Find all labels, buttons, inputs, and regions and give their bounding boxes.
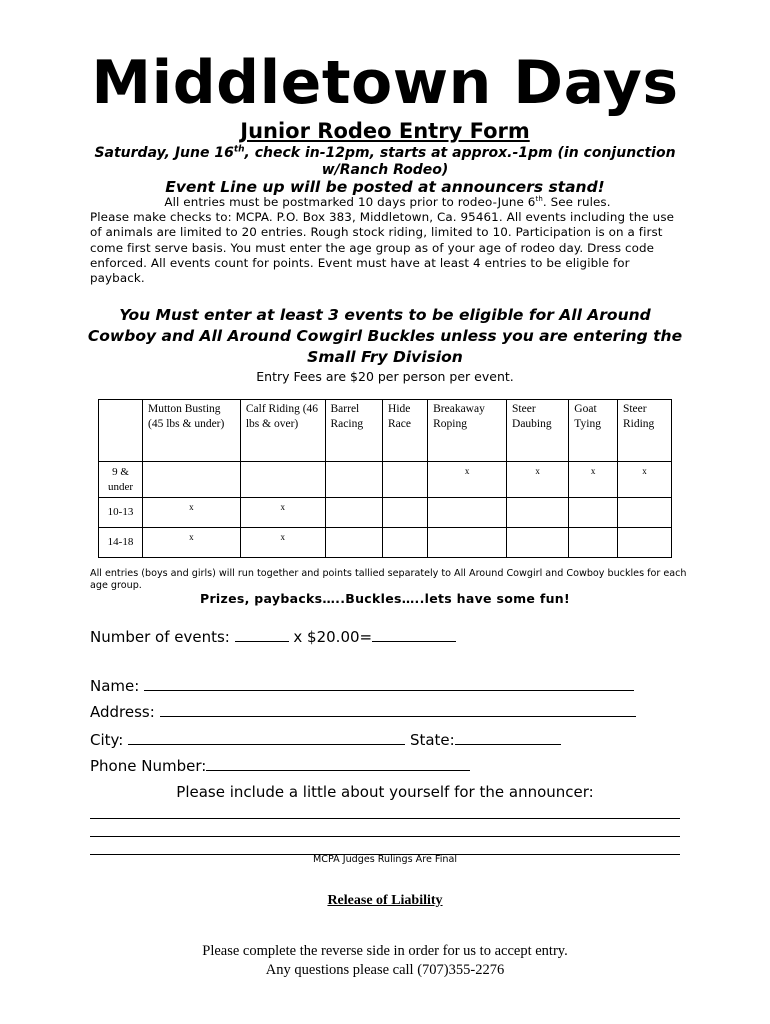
table-row	[99, 528, 672, 558]
age-group: 9 & under	[99, 462, 143, 498]
entry-fees: Entry Fees are $20 per person per event.	[256, 369, 514, 384]
entry-cell[interactable]: x	[143, 498, 241, 528]
state-field[interactable]	[455, 729, 561, 745]
announcer-line[interactable]	[90, 818, 680, 819]
form-subtitle: Junior Rodeo Entry Form	[240, 119, 530, 143]
header-barrel-racing: Barrel Racing	[325, 400, 383, 462]
events-multiplier: x $20.00=	[293, 628, 373, 646]
complete-reverse-text: Please complete the reverse side in order for us to accept entry.	[202, 943, 568, 959]
entry-cell[interactable]	[507, 528, 569, 558]
entry-cell[interactable]	[325, 528, 383, 558]
header-mutton-busting: Mutton Busting (45 lbs & under)	[143, 400, 241, 462]
entry-cell[interactable]	[617, 498, 671, 528]
phone-field[interactable]	[206, 755, 470, 771]
entry-cell[interactable]: x	[569, 462, 618, 498]
event-date-line: Saturday, June 16th, check in-12pm, starts at approx.-1pm (in conjunction w/Ranch Rodeo)	[94, 144, 676, 178]
city-label: City:	[90, 731, 124, 749]
phone-label: Phone Number:	[90, 757, 207, 775]
entry-cell[interactable]	[569, 528, 618, 558]
rules-body: Please make checks to: MCPA. P.O. Box 383, Middletown, Ca. 95461. All events including the use of animals are limited to 20 entries. Rough stock riding, limited to 10. Participation is on a first come first serve basis. You must enter the age group as of your age of rodeo day. Dress code enforced. All events count for points. Event must have at least 4 entries to be eligible for payback.	[90, 210, 675, 286]
rules-paragraph	[90, 195, 685, 286]
entry-cell[interactable]	[617, 528, 671, 558]
address-field[interactable]	[160, 701, 636, 717]
completion-note	[0, 942, 770, 980]
header-steer-riding: Steer Riding	[617, 400, 671, 462]
header-steer-daubing: Steer Daubing	[507, 400, 569, 462]
entry-cell[interactable]: x	[143, 528, 241, 558]
page-title: Middletown Days	[91, 48, 679, 118]
address-row	[90, 701, 636, 722]
all-around-requirement: You Must enter at least 3 events to be eligible for All Around Cowboy and All Around Cowgirl Buckles unless you are entering the Small Fry Division	[87, 306, 683, 366]
city-field[interactable]	[128, 729, 405, 745]
corner-cell	[99, 400, 143, 462]
age-group: 10-13	[99, 498, 143, 528]
phone-row	[90, 755, 470, 776]
entry-cell[interactable]	[507, 498, 569, 528]
judges-note: MCPA Judges Rulings Are Final	[312, 854, 458, 865]
entry-cell[interactable]	[325, 462, 383, 498]
name-field[interactable]	[144, 675, 634, 691]
entry-cell[interactable]: x	[240, 528, 325, 558]
table-header-row	[99, 400, 672, 462]
events-total-field[interactable]	[372, 626, 456, 642]
entry-cell[interactable]	[428, 498, 507, 528]
entry-cell[interactable]	[383, 498, 428, 528]
entry-cell[interactable]	[428, 528, 507, 558]
announcer-line[interactable]	[90, 836, 680, 837]
events-label: Number of events:	[90, 628, 230, 646]
entry-cell[interactable]	[569, 498, 618, 528]
entry-cell[interactable]	[240, 462, 325, 498]
header-hide-race: Hide Race	[383, 400, 428, 462]
city-state-row	[90, 729, 561, 750]
state-label: State:	[409, 731, 455, 749]
entry-cell[interactable]: x	[240, 498, 325, 528]
entry-cell[interactable]	[383, 528, 428, 558]
number-of-events-row	[90, 626, 456, 647]
entry-cell[interactable]	[143, 462, 241, 498]
events-count-field[interactable]	[235, 626, 289, 642]
table-row	[99, 462, 672, 498]
address-label: Address:	[90, 703, 155, 721]
entry-cell[interactable]	[325, 498, 383, 528]
events-table	[98, 399, 672, 558]
entry-cell[interactable]: x	[428, 462, 507, 498]
scoring-note: All entries (boys and girls) will run together and points tallied separately to All Around Cowgirl and Cowboy buckles for each age group.	[90, 568, 687, 591]
entry-cell[interactable]: x	[507, 462, 569, 498]
release-heading: Release of Liability	[327, 893, 443, 908]
contact-phone-text: Any questions please call (707)355-2276	[265, 962, 505, 978]
entry-cell[interactable]: x	[617, 462, 671, 498]
lineup-notice: Event Line up will be posted at announcers stand!	[165, 178, 605, 196]
postmark-line: All entries must be postmarked 10 days prior to rodeo-June 6th. See rules.	[164, 195, 611, 209]
header-calf-riding: Calf Riding (46 lbs & over)	[240, 400, 325, 462]
name-label: Name:	[90, 677, 140, 695]
name-row	[90, 675, 634, 696]
table-row	[99, 498, 672, 528]
announcer-prompt: Please include a little about yourself for the announcer:	[176, 783, 594, 801]
header-goat-tying: Goat Tying	[569, 400, 618, 462]
entry-cell[interactable]	[383, 462, 428, 498]
age-group: 14-18	[99, 528, 143, 558]
header-breakaway-roping: Breakaway Roping	[428, 400, 507, 462]
prizes-line: Prizes, paybacks…..Buckles…..lets have some fun!	[199, 591, 570, 606]
